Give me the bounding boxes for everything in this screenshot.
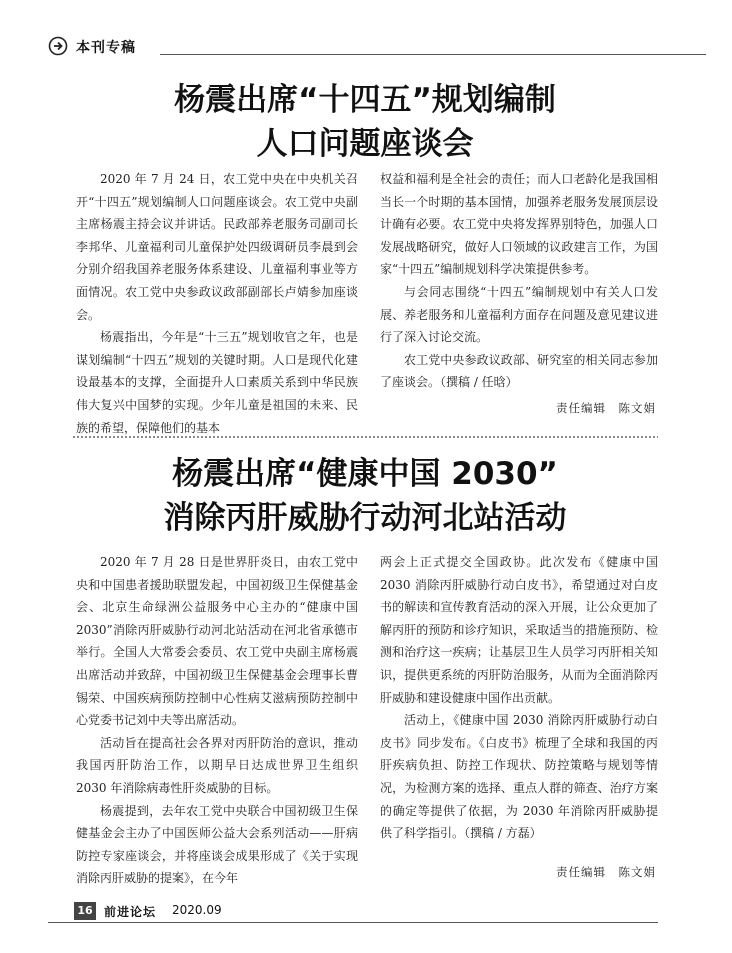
circle-arrow-icon bbox=[48, 36, 68, 56]
article2-title-line2: 消除丙肝威胁行动河北站活动 bbox=[163, 500, 567, 536]
article1-title bbox=[70, 78, 660, 166]
article1-paragraph: 与会同志围绕“十四五”编制规划中有关人口发展、养老服务和儿童福利方面存在问题及意见建议进行了深入讨论交流。 bbox=[380, 284, 658, 345]
article1-paragraph: 2020 年 7 月 24 日，农工党中央在中央机关召开“十四五”规划编制人口问题座谈会。农工党中央副主席杨震主持会议并讲话。民政部养老服务司副司长李邦华、儿童福利司儿童保护处四级调研员李晨到会分别介绍我国养老服务体系建设、儿童福利事业等方面情况。农工党中央参政议政部副部长卢婧参加座谈会。 bbox=[76, 172, 358, 322]
article2-title bbox=[70, 452, 660, 540]
article1-right-column bbox=[380, 168, 658, 394]
page-header bbox=[48, 36, 658, 58]
article2-paragraph: 杨震提到，去年农工党中央联合中国初级卫生保健基金会主办了中国医师公益大会系列活动——肝病防控专家座谈会，并将座谈会成果形成了《关于实现消除丙肝威胁的提案》，在今年 bbox=[76, 803, 358, 886]
article2-left-column bbox=[76, 551, 358, 890]
article1-title-line1: 杨震出席“十四五”规划编制 bbox=[174, 82, 556, 118]
article1-continuation: 权益和福利是全社会的责任；而人口老龄化是我国相当长一个时期的基本国情，加强养老服务发展顶层设计确有必要。农工党中央将发挥界别特色，加强人口发展战略研究，做好人口领域的议政建言工作，为国家“十四五”编制规划科学决策提供参考。 bbox=[380, 172, 658, 277]
article-divider bbox=[72, 435, 658, 439]
issue-date: 2020.09 bbox=[172, 903, 222, 917]
article2-paragraph: 活动旨在提高社会各界对丙肝防治的意识，推动我国丙肝防治工作，以期早日达成世界卫生组织 2030 年消除病毒性肝炎威胁的目标。 bbox=[76, 735, 358, 795]
page-footer bbox=[48, 902, 658, 922]
page-number: 16 bbox=[74, 902, 96, 920]
article2-continuation: 两会上正式提交全国政协。此次发布《健康中国 2030 消除丙肝威胁行动白皮书》，希望通过对白皮书的解读和宣传教育活动的深入开展，让公众更加了解丙肝的预防和诊疗知识，采取适当的措施预防、检测和治疗这一疾病；让基层卫生人员学习丙肝相关知识，提供更系统的丙肝防治服务，从而为全面消除丙肝威胁和建设健康中国作出贡献。 bbox=[380, 555, 658, 705]
article1-left-column bbox=[76, 168, 358, 439]
article2-paragraph: 2020 年 7 月 28 日是世界肝炎日，由农工党中央和中国患者援助联盟发起，中国初级卫生保健基金会、北京生命绿洲公益服务中心主办的“健康中国 2030”消除丙肝威胁行动河北站活动在河北省承德市举行。全国人大常委会委员、农工党中央副主席杨震出席活动并致辞，中国初级卫生保健基金会理事长曹锡荣、中国疾病预防控制中心性病艾滋病预防控制中心党委书记刘中夫等出席活动。 bbox=[76, 555, 358, 728]
article2-editor: 责任编辑 陈文娟 bbox=[556, 865, 656, 879]
article1-editor: 责任编辑 陈文娟 bbox=[556, 401, 656, 415]
article1-paragraph: 农工党中央参政议政部、研究室的相关同志参加了座谈会。（撰稿 / 任晗） bbox=[380, 352, 658, 390]
article1-title-line2: 人口问题座谈会 bbox=[256, 126, 474, 162]
header-rule bbox=[160, 54, 706, 55]
section-label: 本刊专稿 bbox=[76, 40, 136, 56]
article2-paragraph: 活动上，《健康中国 2030 消除丙肝威胁行动白皮书》同步发布。《白皮书》梳理了全球和我国的丙肝疾病负担、防控工作现状、防控策略与规划等情况，为检测方案的选择、重点人群的筛查、治疗方案的确定等提供了依据，为 2030 年消除丙肝威胁提供了科学指引。（撰稿 / 方磊） bbox=[380, 713, 658, 841]
magazine-name: 前进论坛 bbox=[104, 905, 157, 919]
article2-title-line1: 杨震出席“健康中国 2030” bbox=[172, 456, 558, 492]
article2-right-column bbox=[380, 551, 658, 845]
footer-rule bbox=[48, 922, 658, 923]
article1-paragraph: 杨震指出，今年是“十三五”规划收官之年，也是谋划编制“十四五”规划的关键时期。人口是现代化建设最基本的支撑，全面提升人口素质关系到中华民族伟大复兴中国梦的实现。少年儿童是祖国的未来、民族的希望，保障他们的基本 bbox=[76, 330, 358, 435]
